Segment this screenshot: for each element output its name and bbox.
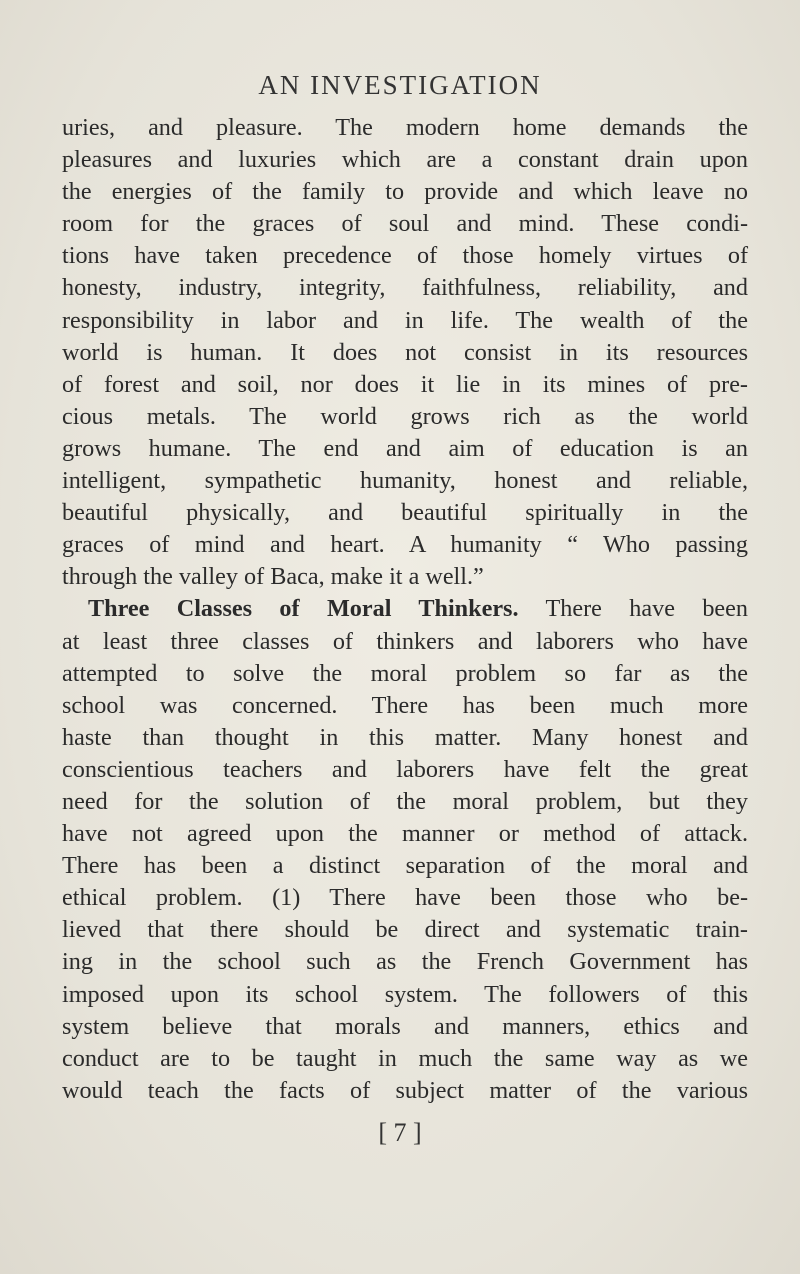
text-line: There has been a distinct separation of the moral and — [62, 852, 748, 880]
text-line: world is human. It does not consist in its resources — [62, 338, 748, 366]
text-line: need for the solution of the moral problem, but they — [62, 787, 748, 815]
text-line: school was concerned. There has been much more — [62, 691, 748, 719]
text-line: at least three classes of thinkers and laborers who have — [62, 627, 748, 655]
text-line: graces of mind and heart. A humanity “ Who passing — [62, 531, 748, 559]
text-fragment: There have been — [545, 595, 748, 623]
text-line: would teach the facts of subject matter of the various — [62, 1076, 748, 1104]
text-line: through the valley of Baca, make it a well.” — [62, 563, 484, 591]
text-line: ing in the school such as the French Government has — [62, 948, 748, 976]
text-line: responsibility in labor and in life. The wealth of the — [62, 306, 748, 334]
text-line: grows humane. The end and aim of education is an — [62, 434, 748, 462]
text-line: room for the graces of soul and mind. These condi- — [62, 210, 748, 238]
page-number: [ 7 ] — [378, 1118, 422, 1147]
paragraph-1 — [62, 112, 748, 593]
text-line: intelligent, sympathetic humanity, honest and reliable, — [62, 467, 748, 495]
text-line: haste than thought in this matter. Many honest and — [62, 723, 748, 751]
text-line: of forest and soil, nor does it lie in its mines of pre- — [62, 370, 748, 398]
text-line: pleasures and luxuries which are a constant drain upon — [62, 146, 748, 174]
text-line: lieved that there should be direct and systematic train- — [62, 916, 748, 944]
text-line — [62, 593, 748, 625]
text-line: uries, and pleasure. The modern home demands the — [62, 114, 748, 141]
body-text — [62, 112, 748, 1107]
running-head: AN INVESTIGATION — [258, 70, 542, 100]
section-heading: Three Classes of Moral Thinkers. — [88, 595, 519, 623]
text-line: cious metals. The world grows rich as the world — [62, 402, 748, 430]
text-line: imposed upon its school system. The followers of this — [62, 980, 748, 1008]
text-line: ethical problem. (1) There have been those who be- — [62, 884, 748, 912]
text-line: attempted to solve the moral problem so far as the — [62, 659, 748, 687]
text-line: the energies of the family to provide and which leave no — [62, 178, 748, 206]
text-line: tions have taken precedence of those homely virtues of — [62, 242, 748, 270]
text-line: have not agreed upon the manner or method of attack. — [62, 820, 748, 848]
text-line: honesty, industry, integrity, faithfulness, reliability, and — [62, 274, 748, 302]
text-line: conscientious teachers and laborers have felt the great — [62, 755, 748, 783]
text-line: beautiful physically, and beautiful spiritually in the — [62, 499, 748, 527]
text-line: conduct are to be taught in much the same way as we — [62, 1044, 748, 1072]
paragraph-2 — [62, 593, 748, 1107]
text-line: system believe that morals and manners, ethics and — [62, 1012, 748, 1040]
